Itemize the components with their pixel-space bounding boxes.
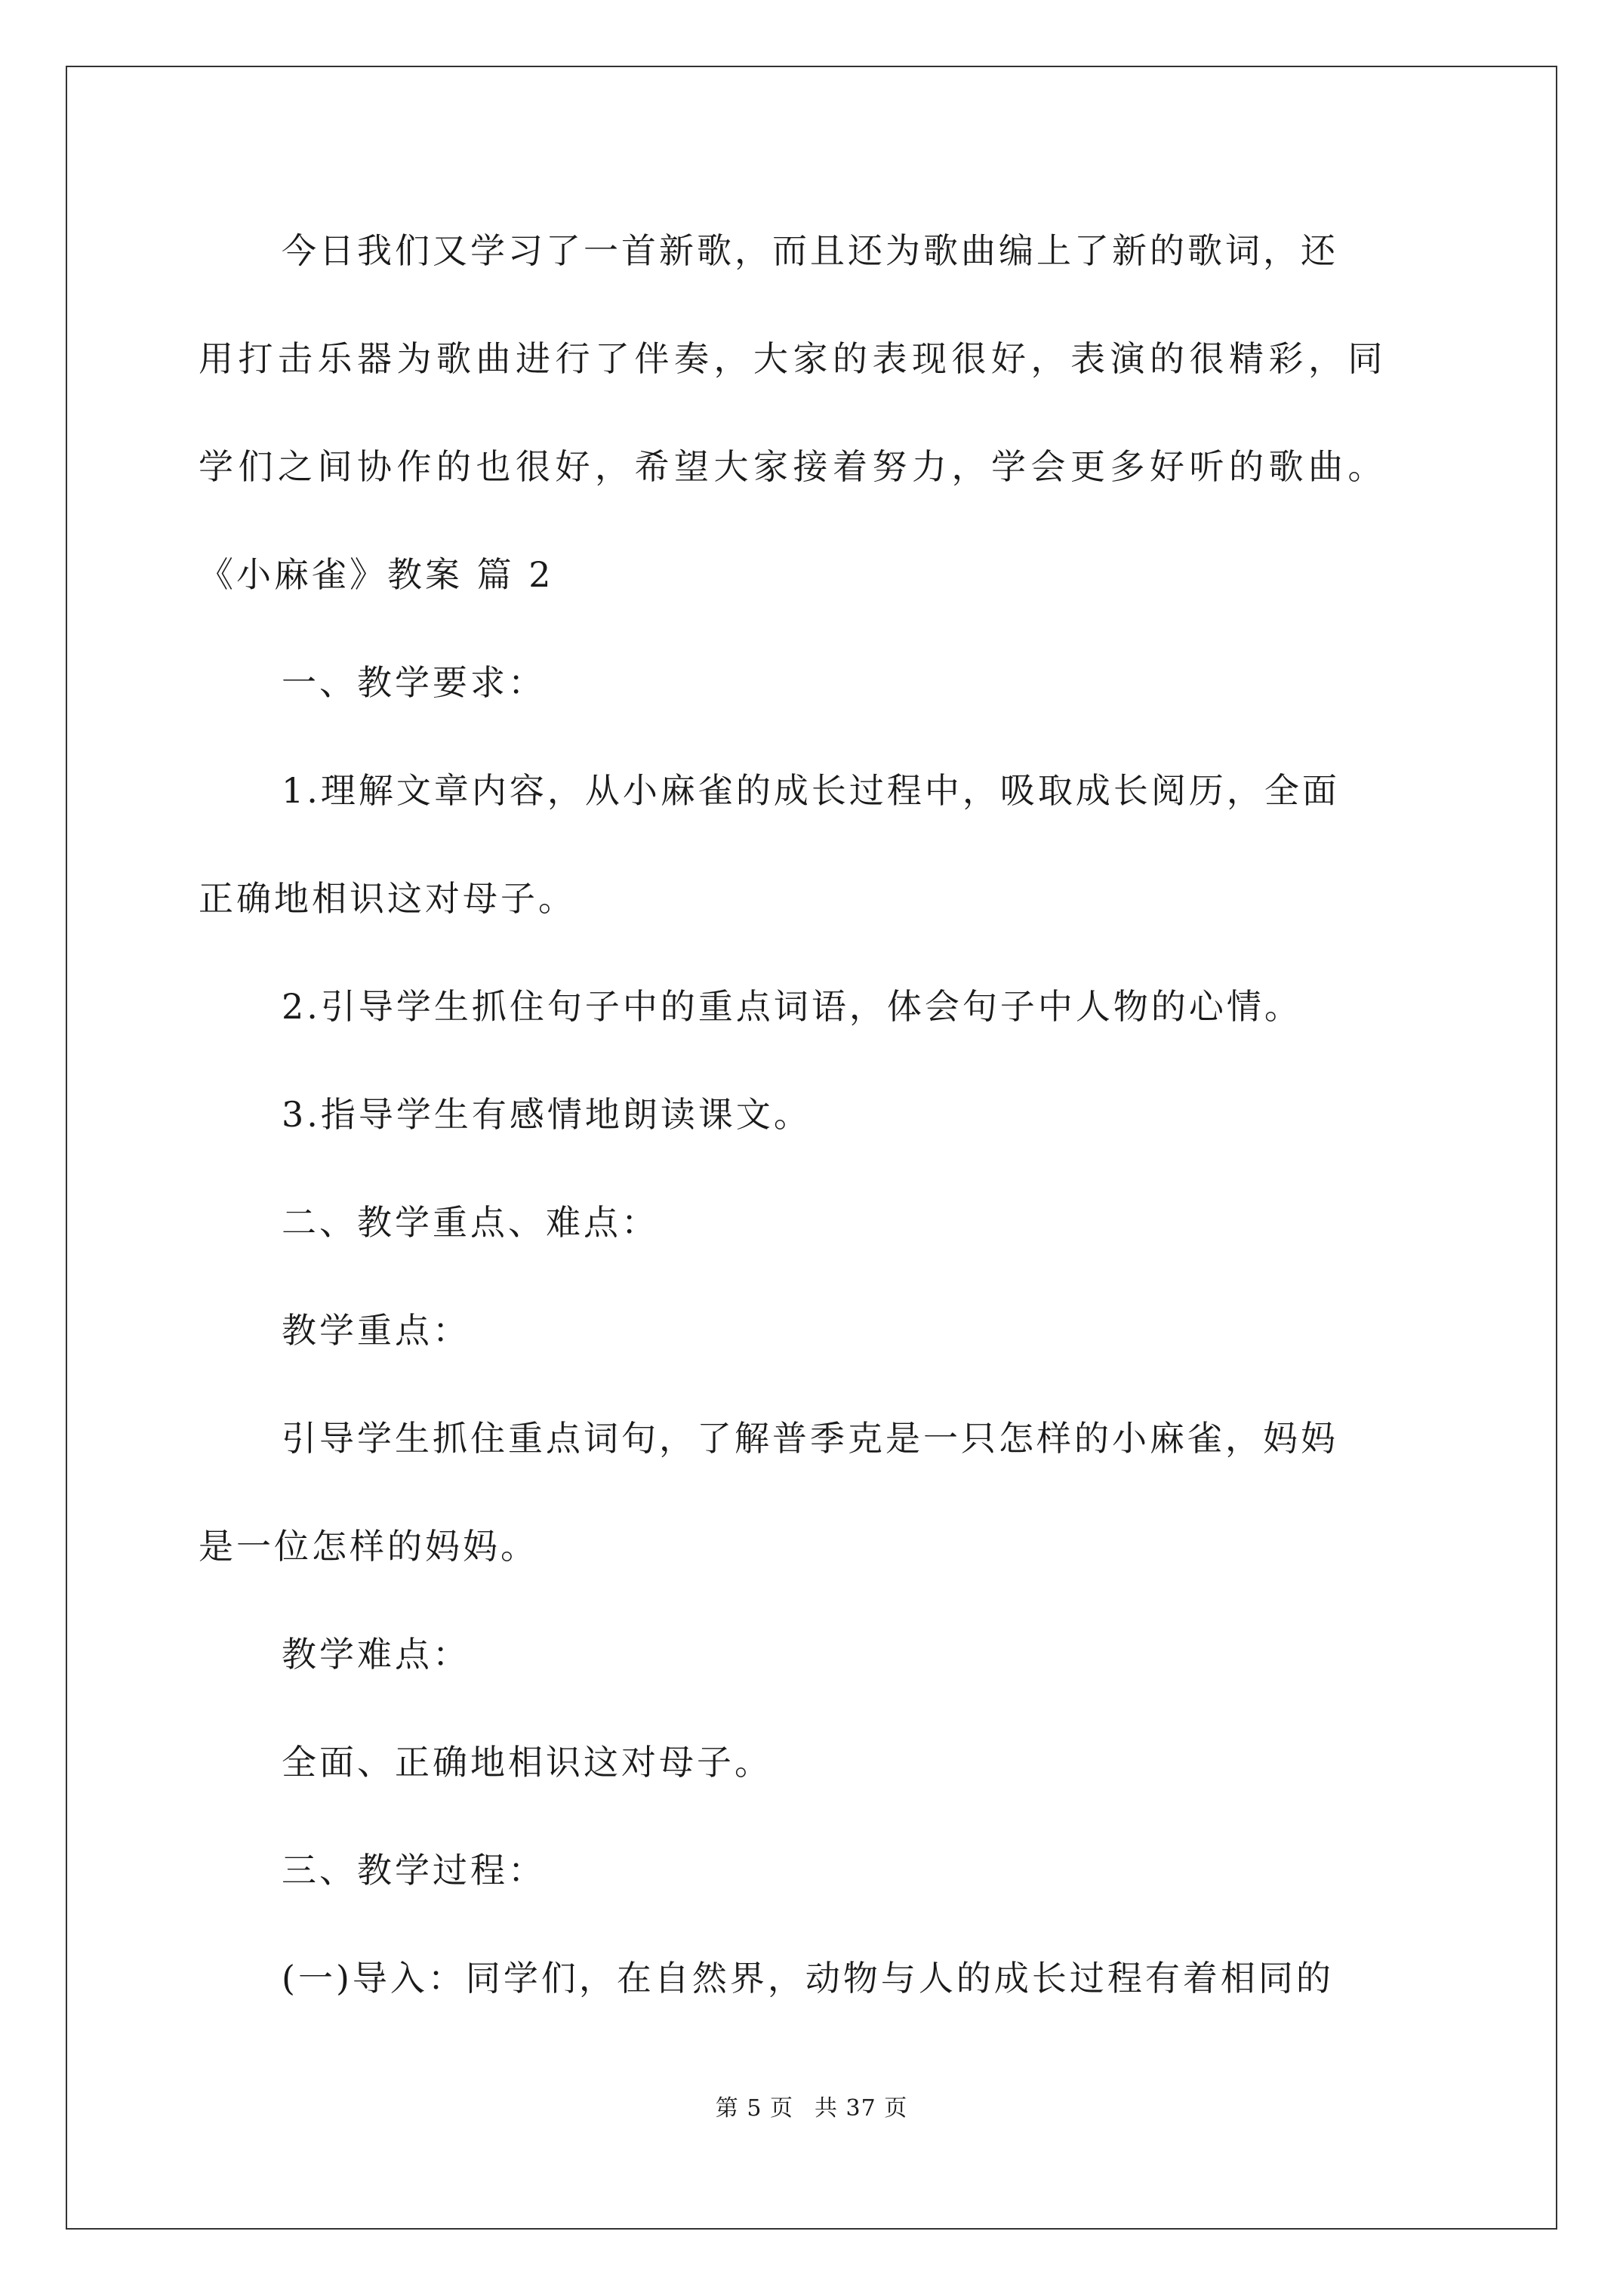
heading-line: 二、教学重点、难点： xyxy=(282,1202,659,1243)
paragraph-line: 1.理解文章内容，从小麻雀的成长过程中，吸取成长阅历，全面 xyxy=(282,770,1340,811)
paragraph-line: 引导学生抓住重点词句，了解普季克是一只怎样的小麻雀，妈妈 xyxy=(282,1418,1338,1459)
page-total: 共 37 页 xyxy=(814,2095,908,2122)
paragraph-line: 学们之间协作的也很好，希望大家接着努力，学会更多好听的歌曲。 xyxy=(199,446,1387,487)
paragraph-line: 3.指导学生有感情地朗读课文。 xyxy=(282,1094,812,1135)
heading-line: 三、教学过程： xyxy=(282,1850,546,1891)
heading-line: 一、教学要求： xyxy=(282,662,546,703)
page-frame xyxy=(66,66,1557,2230)
page-number: 第 5 页 xyxy=(715,2095,793,2122)
paragraph-line: 全面、正确地相识这对母子。 xyxy=(282,1742,772,1783)
heading-line: 教学难点： xyxy=(282,1634,470,1675)
paragraph-line: (一)导入：同学们，在自然界，动物与人的成长过程有着相同的 xyxy=(282,1958,1334,1999)
paragraph-line: 是一位怎样的妈妈。 xyxy=(199,1526,538,1567)
paragraph-line: 2.引导学生抓住句子中的重点词语，体会句子中人物的心情。 xyxy=(282,986,1302,1027)
heading-line: 教学重点： xyxy=(282,1310,470,1351)
paragraph-line: 今日我们又学习了一首新歌，而且还为歌曲编上了新的歌词，还 xyxy=(282,230,1338,271)
section-title: 《小麻雀》教案 篇 2 xyxy=(199,554,554,595)
paragraph-line: 正确地相识这对母子。 xyxy=(199,878,576,919)
paragraph-line: 用打击乐器为歌曲进行了伴奏，大家的表现很好，表演的很精彩，同 xyxy=(199,338,1387,379)
page-footer xyxy=(0,2094,1623,2124)
